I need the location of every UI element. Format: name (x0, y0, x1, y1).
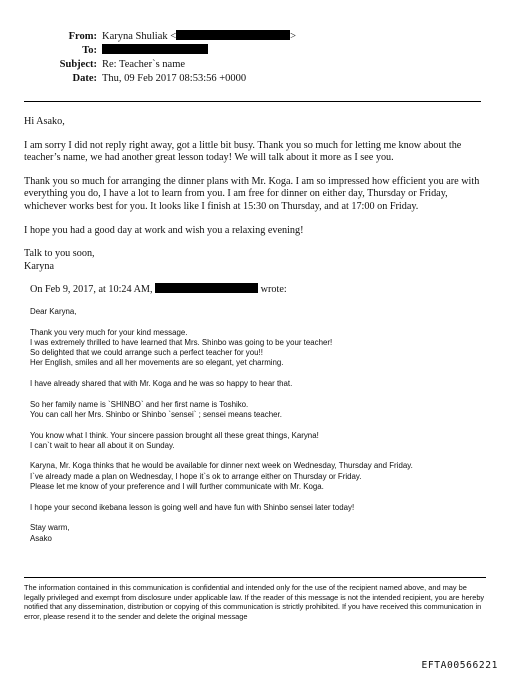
redaction-block (176, 30, 290, 40)
from-row (24, 30, 484, 44)
quoted-line: I was extremely thrilled to have learned that Mrs. Shinbo was going to be your teacher! (30, 337, 333, 347)
quoted-line: I`ve already made a plan on Wednesday, I hope it`s ok to arrange either on Thursday or Friday. (30, 471, 362, 481)
quoted-greeting: Dear Karyna, (30, 307, 77, 316)
email-header (24, 30, 484, 86)
quoted-paragraph: I have already shared that with Mr. Koga and he was so happy to hear that. (30, 379, 293, 389)
quoted-line: Karyna, Mr. Koga thinks that he would be available for dinner next week on Wednesday, Thursday and Friday. (30, 461, 413, 471)
from-label: From: (68, 31, 97, 42)
closing (24, 248, 489, 273)
quoted-line: Thank you very much for your kind message. (30, 327, 188, 337)
date-row (24, 72, 484, 86)
subject-row (24, 58, 484, 72)
to-value (102, 44, 208, 58)
from-close: > (290, 31, 297, 42)
quoted-line: So her family name is `SHINBO` and her first name is Toshiko. (30, 399, 249, 409)
quoted-line: So delighted that we could arrange such a perfect teacher for you!! (30, 348, 263, 358)
redaction-block (102, 44, 208, 54)
quote-intro-wrote: wrote: (260, 284, 287, 295)
date-label: Date: (72, 73, 97, 84)
closing-line: Talk to you soon, (24, 248, 95, 260)
signoff-line: Stay warm, (30, 523, 70, 533)
confidentiality-disclaimer: The information contained in this communication is confidential and intended only for the use of the recipient named above, and may be legally privileged and exempt from disclosure under applicable law. If the reader of this message is not the intended recipient, you are hereby notified that any dissemination, distribution or copying of this communication is strictly prohibited. If you have received this communication in error, please resend it to the sender and delete the original message (24, 577, 486, 621)
paragraph: Thank you so much for arranging the dinner plans with Mr. Koga. I am so impressed how efficient you are with everything you do, I have a lot to learn from you. I am free for dinner on either day, Thursday or Friday, whichever works best for you. It looks like I finish at 15:30 on Thursday, and at 17:00 on Friday. (24, 175, 480, 212)
date-value: Thu, 09 Feb 2017 08:53:56 +0000 (102, 73, 247, 84)
quoted-line: You can call her Mrs. Shinbo or Shinbo `sensei` ; sensei means teacher. (30, 409, 282, 419)
quoted-paragraph (30, 431, 490, 452)
quoted-signoff (30, 523, 490, 544)
paragraph: I am sorry I did not reply right away, got a little bit busy. Thank you so much for letting me know about the teacher’s name, we had another great lesson today! We will talk about it more as I see you. (24, 139, 462, 164)
paragraph: I hope you had a good day at work and wish you a relaxing evening! (24, 224, 304, 236)
to-label: To: (82, 45, 97, 56)
quote-intro-text: On Feb 9, 2017, at 10:24 AM, (30, 284, 153, 295)
redaction-block (155, 283, 258, 293)
signature-name: Karyna (24, 260, 54, 272)
quoted-line: I can`t wait to hear all about it on Sunday. (30, 440, 175, 450)
quoted-message (30, 307, 490, 544)
quoted-paragraph (30, 328, 490, 369)
subject-label: Subject: (59, 59, 97, 70)
quoted-paragraph: I hope your second ikebana lesson is going well and have fun with Shinbo sensei later today! (30, 502, 355, 512)
from-name: Karyna Shuliak < (102, 31, 177, 42)
greeting: Hi Asako, (24, 116, 65, 127)
message-body (24, 116, 489, 273)
header-divider (24, 101, 481, 102)
quoted-line: You know what I think. Your sincere passion brought all these great things, Karyna! (30, 430, 319, 440)
quoted-paragraph (30, 400, 490, 421)
signoff-name: Asako (30, 533, 52, 543)
quoted-paragraph (30, 461, 490, 492)
to-row (24, 44, 484, 58)
quoted-line: Her English, smiles and all her movements are so elegant, yet charming. (30, 358, 284, 368)
document-id: EFTA00566221 (421, 660, 498, 671)
quoted-line: Please let me know of your preference and I will further communicate with Mr. Koga. (30, 482, 324, 492)
from-value (102, 30, 296, 44)
subject-value: Re: Teacher`s name (102, 59, 186, 70)
quote-attribution (30, 283, 287, 297)
